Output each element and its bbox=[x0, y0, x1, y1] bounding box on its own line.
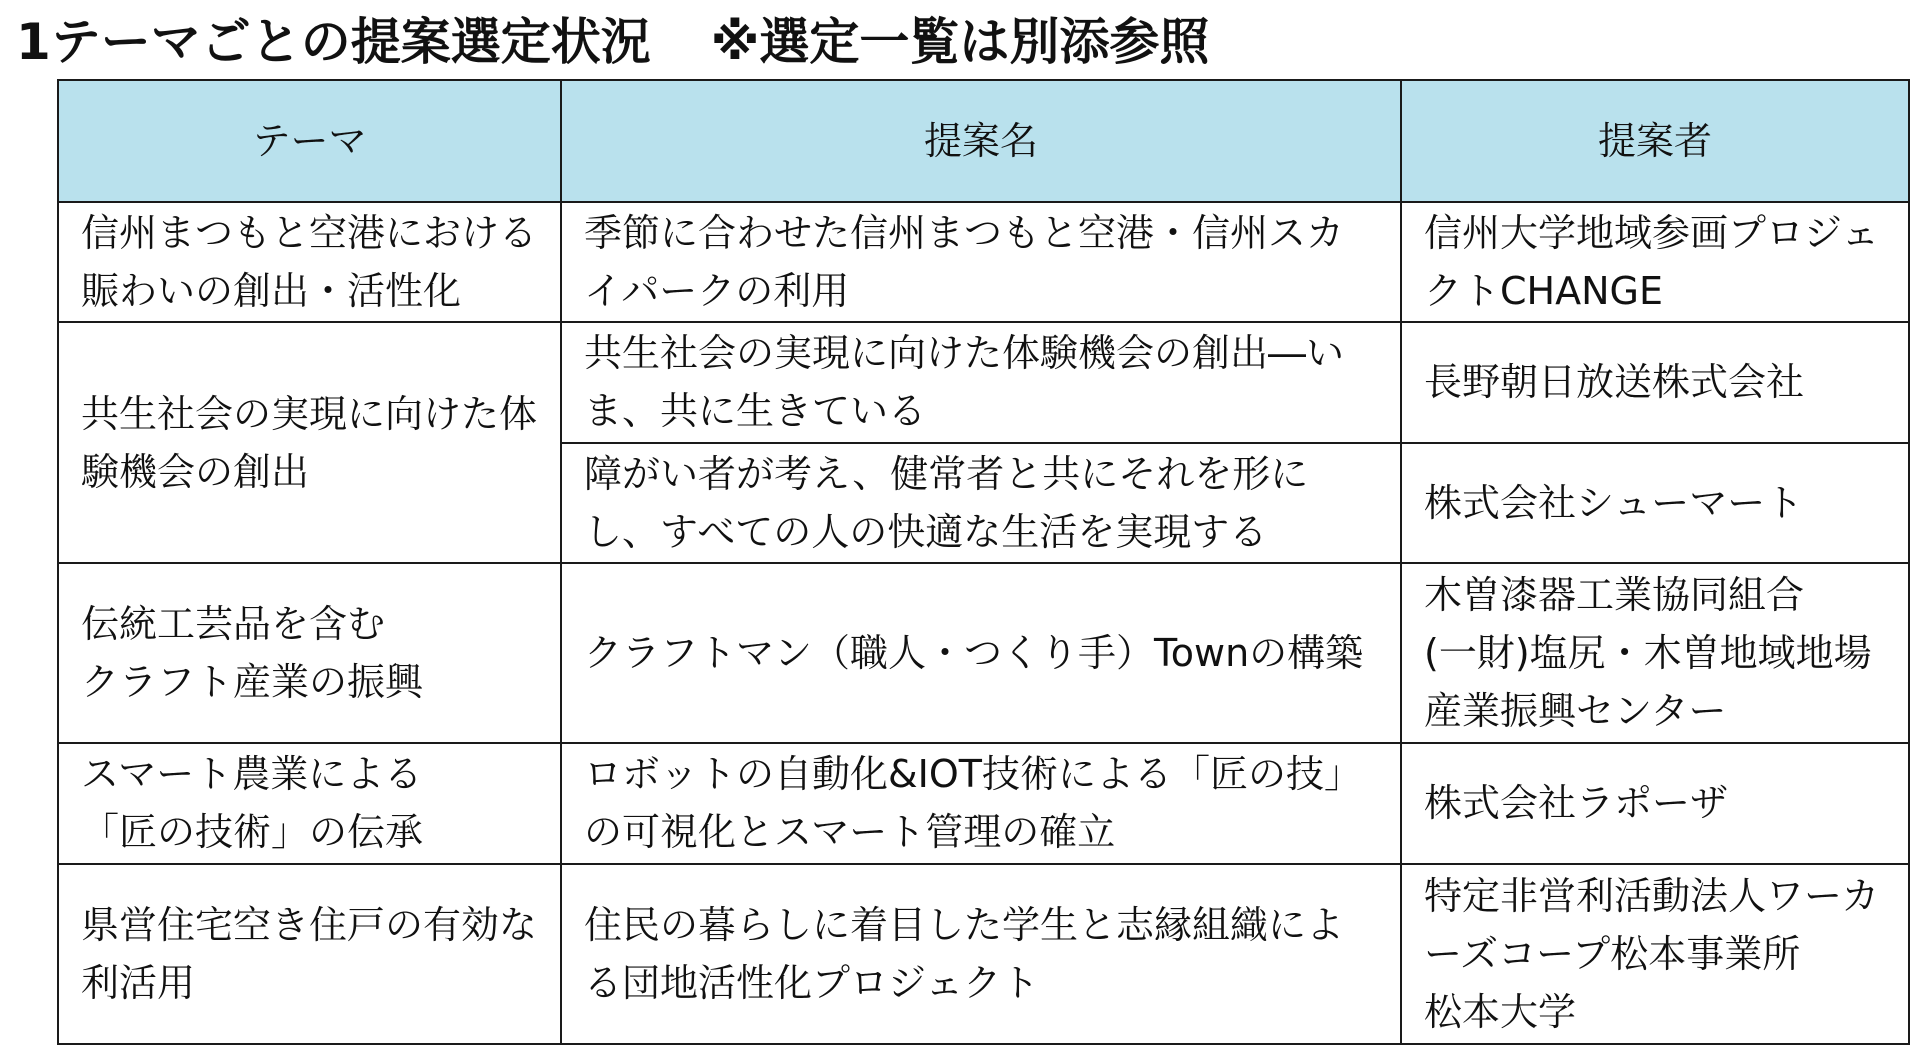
proposal-cell bbox=[561, 743, 1401, 863]
proposer-cell bbox=[1401, 743, 1909, 863]
proposal-cell bbox=[561, 443, 1401, 563]
proposer-cell bbox=[1401, 864, 1909, 1044]
table-row bbox=[58, 743, 1909, 863]
proposal-cell bbox=[561, 322, 1401, 442]
theme-text: 信州まつもと空港における賑わいの創出・活性化 bbox=[81, 211, 538, 314]
proposer-cell bbox=[1401, 563, 1909, 743]
proposer-text: 長野朝日放送株式会社 bbox=[1424, 360, 1805, 405]
proposer-text: 木曽漆器工業協同組合 (一財)塩尻・木曽地域地場産業振興センター bbox=[1424, 573, 1872, 734]
proposer-text: 特定非営利活動法人ワーカーズコープ松本事業所 松本大学 bbox=[1424, 873, 1880, 1034]
proposal-text: 共生社会の実現に向けた体験機会の創出―いま、共に生きている bbox=[584, 331, 1345, 434]
page-title-note: ※選定一覧は別添参照 bbox=[710, 13, 1210, 71]
header-proposal-name: 提案名 bbox=[561, 80, 1401, 202]
proposal-cell bbox=[561, 202, 1401, 322]
theme-text: 共生社会の実現に向けた体験機会の創出 bbox=[81, 391, 538, 494]
proposer-text: 株式会社ラポーザ bbox=[1424, 781, 1729, 826]
table-row bbox=[58, 202, 1909, 322]
proposer-cell bbox=[1401, 202, 1909, 322]
theme-cell bbox=[58, 563, 561, 743]
proposal-text: 季節に合わせた信州まつもと空港・信州スカイパークの利用 bbox=[584, 211, 1345, 314]
page-title bbox=[16, 10, 1209, 74]
table-row bbox=[58, 563, 1909, 743]
table-row bbox=[58, 322, 1909, 442]
proposal-text: ロボットの自動化&IOT技術による「匠の技」の可視化とスマート管理の確立 bbox=[584, 752, 1362, 855]
proposal-selection-table bbox=[57, 79, 1910, 1045]
theme-cell bbox=[58, 322, 561, 563]
proposal-cell bbox=[561, 864, 1401, 1044]
theme-cell bbox=[58, 743, 561, 863]
proposal-text: 障がい者が考え、健常者と共にそれを形にし、すべての人の快適な生活を実現する bbox=[584, 451, 1309, 554]
proposal-text: 住民の暮らしに着目した学生と志縁組織による団地活性化プロジェクト bbox=[584, 902, 1345, 1005]
proposal-cell bbox=[561, 563, 1401, 743]
table-row bbox=[58, 864, 1909, 1044]
table-header-row bbox=[58, 80, 1909, 202]
proposer-cell bbox=[1401, 322, 1909, 442]
header-theme: テーマ bbox=[58, 80, 561, 202]
theme-text: スマート農業による 「匠の技術」の伝承 bbox=[81, 752, 424, 855]
proposer-text: 株式会社シューマート bbox=[1424, 480, 1804, 525]
theme-cell bbox=[58, 864, 561, 1044]
proposal-text: クラフトマン（職人・つくり手）Townの構築 bbox=[584, 631, 1364, 676]
header-proposer: 提案者 bbox=[1401, 80, 1909, 202]
theme-text: 伝統工芸品を含む クラフト産業の振興 bbox=[81, 602, 424, 705]
proposer-cell bbox=[1401, 443, 1909, 563]
theme-text: 県営住宅空き住戸の有効な利活用 bbox=[81, 902, 538, 1005]
page-title-main: 1テーマごとの提案選定状況 bbox=[16, 13, 651, 71]
theme-cell bbox=[58, 202, 561, 322]
proposer-text: 信州大学地域参画プロジェクトCHANGE bbox=[1424, 211, 1880, 314]
